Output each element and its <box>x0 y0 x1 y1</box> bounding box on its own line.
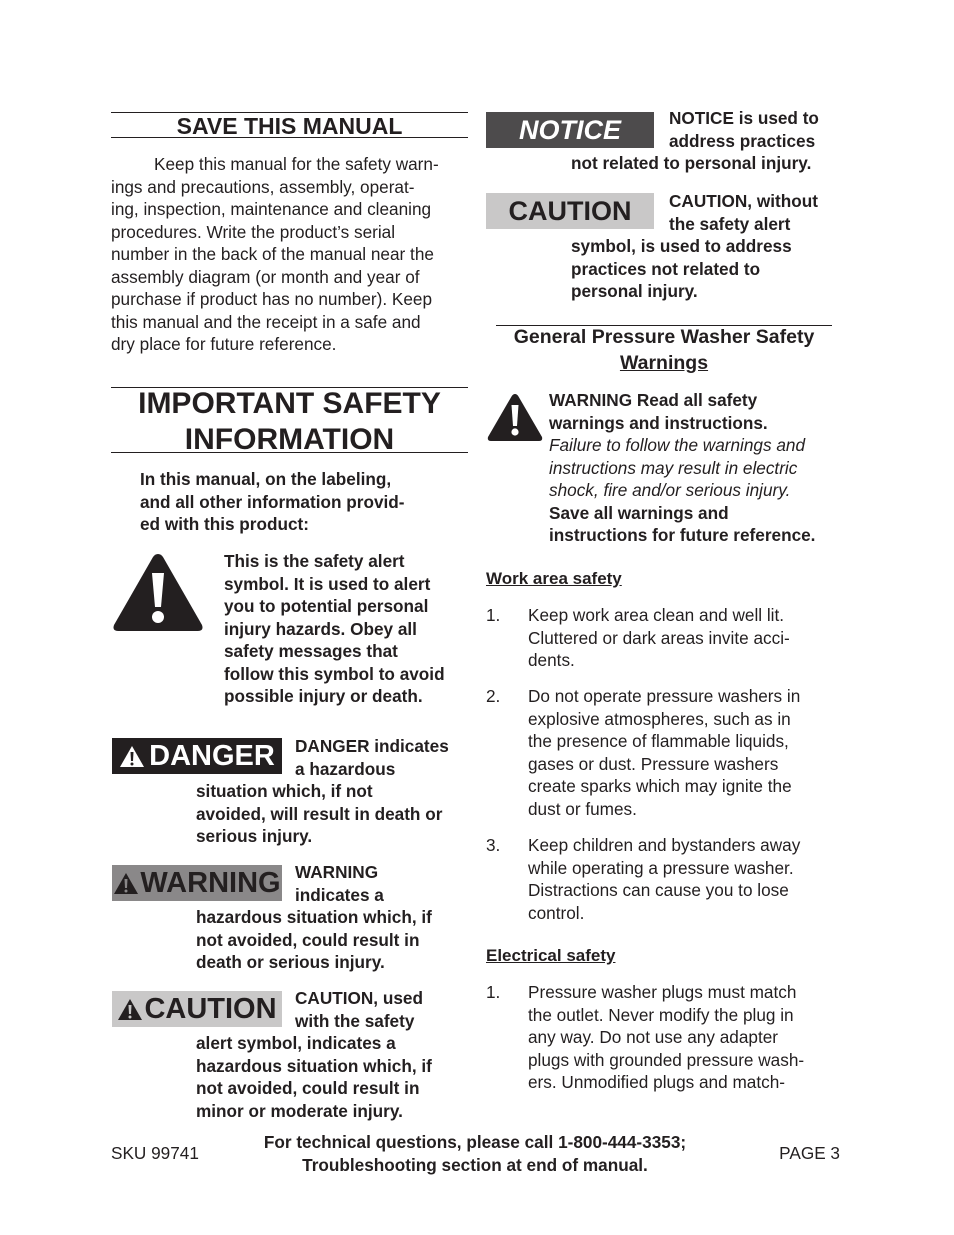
text-line: warnings and instructions. <box>549 412 768 433</box>
notice-text-bottom <box>571 152 851 175</box>
text-line: any way. Do not use any adapter <box>528 1027 779 1047</box>
text-line: This is the safety alert <box>224 551 405 571</box>
text-line: Keep work area clean and well lit. <box>528 605 785 625</box>
list-number: 1. <box>486 605 501 625</box>
body-line: ing, inspection, maintenance and cleaning <box>111 199 432 219</box>
text-line: Distractions can cause you to lose <box>528 880 789 900</box>
alert-symbol-text <box>224 550 474 708</box>
caution-label: CAUTION <box>144 992 277 1025</box>
text-line: For technical questions, please call 1-800-444-3353; <box>263 1132 687 1152</box>
divider <box>111 137 468 138</box>
body-line: assembly diagram (or month and year of <box>111 266 420 287</box>
footer-sku: SKU 99741 <box>111 1143 199 1163</box>
caution-badge <box>112 991 282 1027</box>
text-line: Failure to follow the warnings and <box>549 435 806 455</box>
text-line: CAUTION, used <box>295 988 423 1008</box>
caution2-text-bottom <box>571 235 851 303</box>
text-line: explosive atmospheres, such as in <box>528 708 791 729</box>
text-line: Pressure washer plugs must match <box>528 982 797 1002</box>
text-line: instructions for future reference. <box>549 525 816 545</box>
text-line: Keep children and bystanders away <box>528 835 801 855</box>
body-line: procedures. Write the product’s serial <box>111 221 396 242</box>
warning-badge <box>112 865 282 901</box>
electrical-safety-heading: Electrical safety <box>486 946 616 965</box>
text-line: NOTICE is used to <box>669 108 819 128</box>
text-line: dust or fumes. <box>528 798 637 819</box>
text-line: ed with this product: <box>140 514 309 534</box>
list-number: 2. <box>486 686 501 706</box>
text-line: Do not operate pressure washers in <box>528 686 801 706</box>
section-heading-save-manual: SAVE THIS MANUAL <box>176 113 403 139</box>
text-line: control. <box>528 902 585 923</box>
list-number: 1. <box>486 982 501 1002</box>
text-line: you to potential personal <box>224 596 429 616</box>
body-line: number in the back of the manual near the <box>111 244 434 264</box>
body-line: ings and precautions, assembly, operat- <box>111 176 415 197</box>
text-line: follow this symbol to avoid <box>224 663 445 684</box>
general-safety-heading <box>486 324 842 376</box>
text-line: safety messages that <box>224 641 398 661</box>
text-line: Troubleshooting section at end of manual. <box>302 1154 648 1175</box>
text-line: gases or dust. Pressure washers <box>528 753 779 774</box>
footer-page-number: PAGE 3 <box>779 1143 840 1163</box>
text-line: dents. <box>528 650 575 670</box>
text-line: the outlet. Never modify the plug in <box>528 1004 794 1025</box>
text-line: ers. Unmodified plugs and match- <box>528 1072 785 1092</box>
warning-text-top <box>295 861 475 906</box>
text-line: instructions may result in electric <box>549 457 798 478</box>
notice-label: NOTICE <box>518 114 621 145</box>
safety-alert-icon <box>486 392 544 442</box>
text-line: WARNING <box>295 862 379 882</box>
danger-label: DANGER <box>149 739 275 772</box>
text-line: minor or moderate injury. <box>196 1100 403 1121</box>
text-line: create sparks which may ignite the <box>528 776 792 796</box>
text-line: not avoided, could result in <box>196 929 420 950</box>
text-line: DANGER indicates <box>295 736 449 756</box>
text-line: not related to personal injury. <box>571 153 812 173</box>
safety-alert-icon <box>111 551 205 634</box>
text-line: address practices <box>669 130 816 151</box>
text-line: possible injury or death. <box>224 686 423 706</box>
warning-triangle-icon <box>113 872 139 895</box>
divider <box>111 452 468 453</box>
body-line: Keep this manual for the safety warn- <box>154 154 439 174</box>
text-line: with the safety <box>295 1010 415 1031</box>
caution-no-alert-badge <box>486 193 654 229</box>
body-line: this manual and the receipt in a safe and <box>111 311 421 332</box>
text-line: indicates a <box>295 884 384 905</box>
heading-line: INFORMATION <box>184 423 395 456</box>
warning-triangle-icon <box>117 998 143 1021</box>
general-warning-block <box>549 389 849 547</box>
text-line: plugs with grounded pressure wash- <box>528 1049 805 1070</box>
caution-label: CAUTION <box>508 195 632 226</box>
warning-label: WARNING <box>140 866 281 899</box>
text-line: WARNING Read all safety <box>549 390 758 410</box>
text-line: the safety alert <box>669 213 791 234</box>
notice-text-top <box>669 107 849 152</box>
text-line: avoided, will result in death or <box>196 803 443 824</box>
heading-line: IMPORTANT SAFETY <box>138 387 441 420</box>
text-line: alert symbol, indicates a <box>196 1033 396 1053</box>
text-line: Cluttered or dark areas invite acci- <box>528 627 790 648</box>
list-item <box>486 981 846 1094</box>
text-line: Save all warnings and <box>549 502 729 523</box>
heading-line: General Pressure Washer Safety <box>513 326 815 348</box>
text-line: a hazardous <box>295 758 396 779</box>
save-manual-body <box>111 153 471 356</box>
section-heading-important-safety <box>111 386 468 458</box>
danger-text-bottom <box>196 780 476 848</box>
text-line: the presence of flammable liquids, <box>528 731 789 751</box>
work-area-heading: Work area safety <box>486 569 622 588</box>
text-line: situation which, if not <box>196 781 373 801</box>
caution-text-bottom <box>196 1032 476 1122</box>
caution2-text-top <box>669 190 849 235</box>
text-line: symbol. It is used to alert <box>224 573 431 594</box>
text-line: and all other information provid- <box>140 491 405 512</box>
list-item <box>486 834 846 924</box>
danger-text-top <box>295 735 475 780</box>
text-line: hazardous situation which, if <box>196 1055 432 1076</box>
text-line: not avoided, could result in <box>196 1078 420 1098</box>
text-line: while operating a pressure washer. <box>528 857 794 878</box>
warning-text-bottom <box>196 906 476 974</box>
text-line: serious injury. <box>196 826 313 846</box>
text-line: hazardous situation which, if <box>196 907 432 927</box>
text-line: personal injury. <box>571 281 698 301</box>
intro-text <box>140 468 460 536</box>
text-line: practices not related to <box>571 258 761 279</box>
text-line: shock, fire and/or serious injury. <box>549 480 791 500</box>
list-number: 3. <box>486 835 501 855</box>
body-line: dry place for future reference. <box>111 334 337 354</box>
heading-line: Warnings <box>619 352 709 374</box>
text-line: In this manual, on the labeling, <box>140 469 392 489</box>
notice-badge <box>486 112 654 148</box>
text-line: CAUTION, without <box>669 191 818 211</box>
warning-triangle-icon <box>119 745 145 768</box>
body-line: purchase if product has no number). Keep <box>111 289 433 309</box>
caution-text-top <box>295 987 475 1032</box>
text-line: death or serious injury. <box>196 952 385 972</box>
text-line: symbol, is used to address <box>571 236 792 256</box>
list-item <box>486 604 846 672</box>
list-item <box>486 685 846 820</box>
text-line: injury hazards. Obey all <box>224 618 417 639</box>
footer-support <box>220 1131 730 1176</box>
danger-badge <box>112 738 282 774</box>
